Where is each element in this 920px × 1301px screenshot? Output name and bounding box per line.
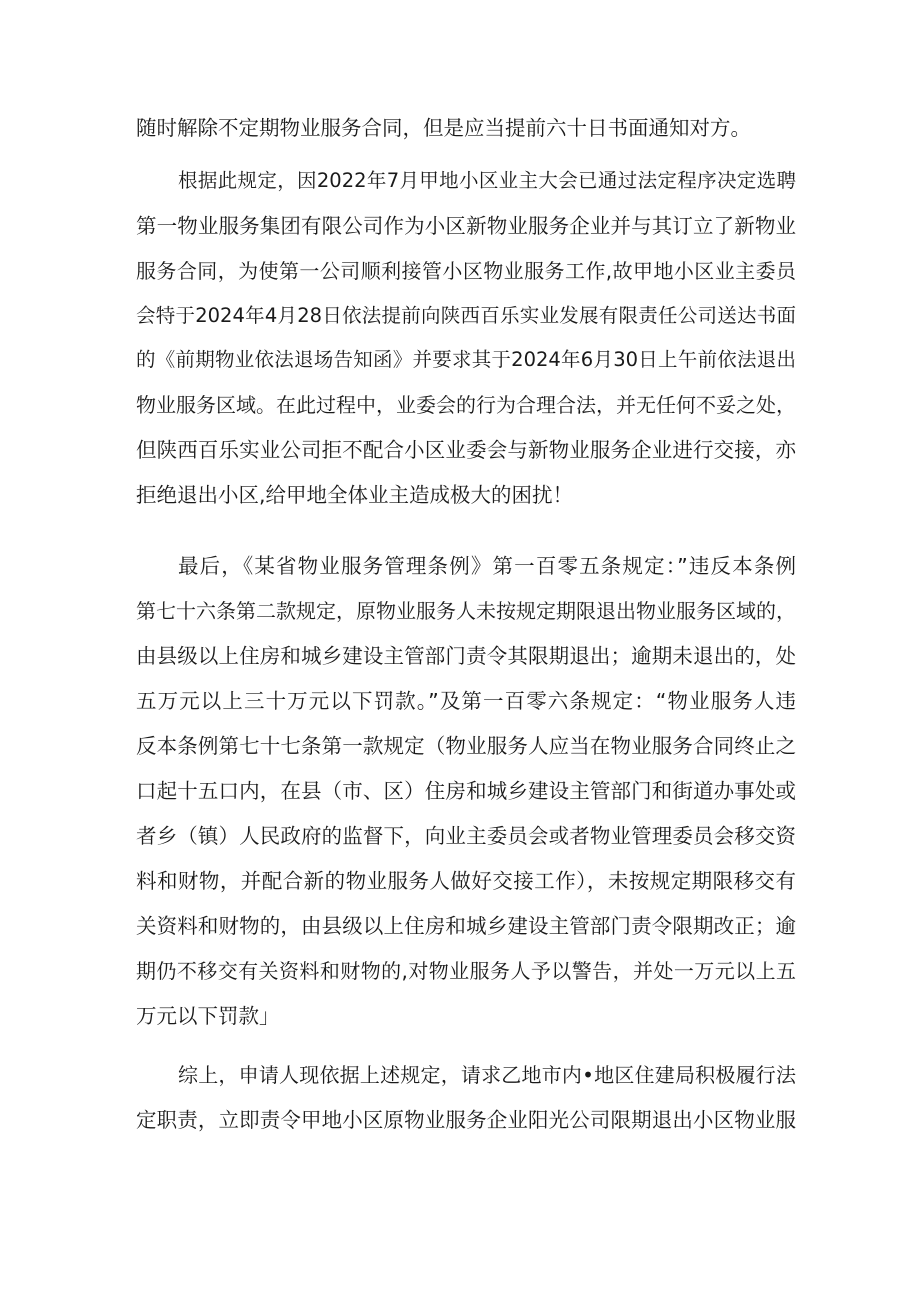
- text-line: 但陕西百乐实业公司拒不配合小区业委会与新物业服务企业进行交接，亦: [136, 438, 796, 462]
- text-line: 服务合同，为使第一公司顺利接管小区物业服务工作,故甲地小区业主委员: [136, 259, 796, 283]
- text-line: 反本条例第七十七条第一款规定（物业服务人应当在物业服务合同终止之: [136, 734, 796, 758]
- paragraph-first-line: 最后，《某省物业服务管理条例》第一百零五条规定：”违反本条例: [178, 554, 796, 578]
- text-line: 物业服务区域。在此过程中，业委会的行为合理合法，并无任何不妥之处，: [136, 393, 796, 417]
- text-line: 拒绝退出小区,给甲地全体业主造成极大的困扰！: [136, 483, 574, 507]
- text-line: 第七十六条第二款规定，原物业服务人未按规定期限退出物业服务区域的，: [136, 599, 796, 623]
- text-line: 第一物业服务集团有限公司作为小区新物业服务企业并与其订立了新物业: [136, 214, 796, 238]
- text-line: 五万元以上三十万元以下罚款。”及第一百零六条规定：“物业服务人违: [136, 689, 796, 713]
- text-line: 者乡（镇）人民政府的监督下，向业主委员会或者物业管理委员会移交资: [136, 824, 796, 848]
- text-line: 料和财物，并配合新的物业服务人做好交接工作），未按规定期限移交有: [136, 869, 796, 893]
- text-line: 会特于2024年4月28日依法提前向陕西百乐实业发展有限责任公司送达书面: [136, 304, 796, 327]
- text-line: 定职责，立即责令甲地小区原物业服务企业阳光公司限期退出小区物业服: [136, 1108, 796, 1132]
- text-line: 由县级以上住房和城乡建设主管部门责令其限期退出；逾期未退出的，处: [136, 644, 796, 668]
- text-line: 随时解除不定期物业服务合同，但是应当提前六十日书面通知对方。: [136, 116, 751, 140]
- text-line: 万元以下罚款」: [136, 1004, 280, 1028]
- text-line: 关资料和财物的，由县级以上住房和城乡建设主管部门责令限期改正；逾: [136, 914, 796, 938]
- paragraph-first-line: 根据此规定，因2022年7月甲地小区业主大会已通过法定程序决定选聘: [178, 169, 796, 192]
- text-line: 的《前期物业依法退场告知函》并要求其于2024年6月30日上午前依法退出: [136, 348, 796, 371]
- text-line: 期仍不移交有关资料和财物的,对物业服务人予以警告，并处一万元以上五: [136, 959, 796, 983]
- text-line: 口起十五口内，在县（市、区）住房和城乡建设主管部门和街道办事处或: [136, 779, 796, 803]
- paragraph-first-line: 综上，申请人现依据上述规定，请求乙地市内•地区住建局积极履行法: [178, 1063, 796, 1087]
